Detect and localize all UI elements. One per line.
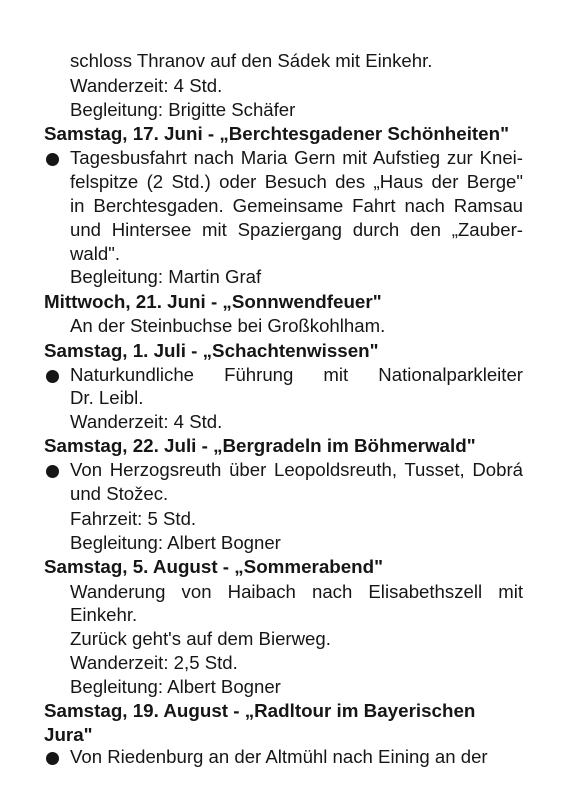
- bullet-icon: [46, 370, 59, 383]
- event-heading: Mittwoch, 21. Juni - „Sonnwendfeuer": [44, 291, 382, 312]
- text-line: in Berchtesgaden. Gemeinsame Fahrt nach Ramsau: [70, 195, 523, 216]
- bullet-icon: [46, 153, 59, 166]
- event-heading: Jura": [44, 724, 93, 745]
- text-line: Naturkundliche Führung mit Nationalparkleiter: [70, 364, 523, 385]
- text-line: felspitze (2 Std.) oder Besuch des „Haus der Berge": [70, 171, 523, 192]
- text-line: Von Herzogsreuth über Leopoldsreuth, Tusset, Dobrá: [70, 459, 523, 480]
- text-line: und Hintersee mit Spaziergang durch den „Zauber-: [70, 219, 523, 240]
- text-line: Von Riedenburg an der Altmühl nach Eining an der: [70, 746, 488, 767]
- event-heading: Samstag, 22. Juli - „Bergradeln im Böhmerwald": [44, 435, 476, 456]
- text-line: Begleitung: Albert Bogner: [70, 676, 281, 697]
- text-line: schloss Thranov auf den Sádek mit Einkehr.: [70, 50, 433, 71]
- event-heading: Samstag, 17. Juni - „Berchtesgadener Schönheiten": [44, 123, 510, 144]
- event-heading: Samstag, 1. Juli - „Schachtenwissen": [44, 340, 379, 361]
- bullet-icon: [46, 465, 59, 478]
- text-line: Wanderzeit: 4 Std.: [70, 411, 223, 432]
- text-line: Tagesbusfahrt nach Maria Gern mit Aufstieg zur Knei-: [70, 147, 523, 168]
- text-line: Zurück geht's auf dem Bierweg.: [70, 628, 331, 649]
- text-line: Wanderzeit: 4 Std.: [70, 75, 223, 96]
- text-line: Wanderung von Haibach nach Elisabethszell mit: [70, 581, 523, 602]
- text-line: Wanderzeit: 2,5 Std.: [70, 652, 238, 673]
- text-line: und Stožec.: [70, 483, 169, 504]
- event-heading: Samstag, 5. August - „Sommerabend": [44, 556, 384, 577]
- text-line: Begleitung: Albert Bogner: [70, 532, 281, 553]
- text-line: Einkehr.: [70, 604, 138, 625]
- event-heading: Samstag, 19. August - „Radltour im Bayerischen: [44, 700, 476, 721]
- text-line: Dr. Leibl.: [70, 387, 144, 408]
- text-line: wald".: [70, 243, 121, 264]
- text-line: Begleitung: Brigitte Schäfer: [70, 99, 296, 120]
- bullet-icon: [46, 752, 59, 765]
- text-line: An der Steinbuchse bei Großkohlham.: [70, 315, 386, 336]
- text-line: Fahrzeit: 5 Std.: [70, 508, 197, 529]
- text-line: Begleitung: Martin Graf: [70, 266, 262, 287]
